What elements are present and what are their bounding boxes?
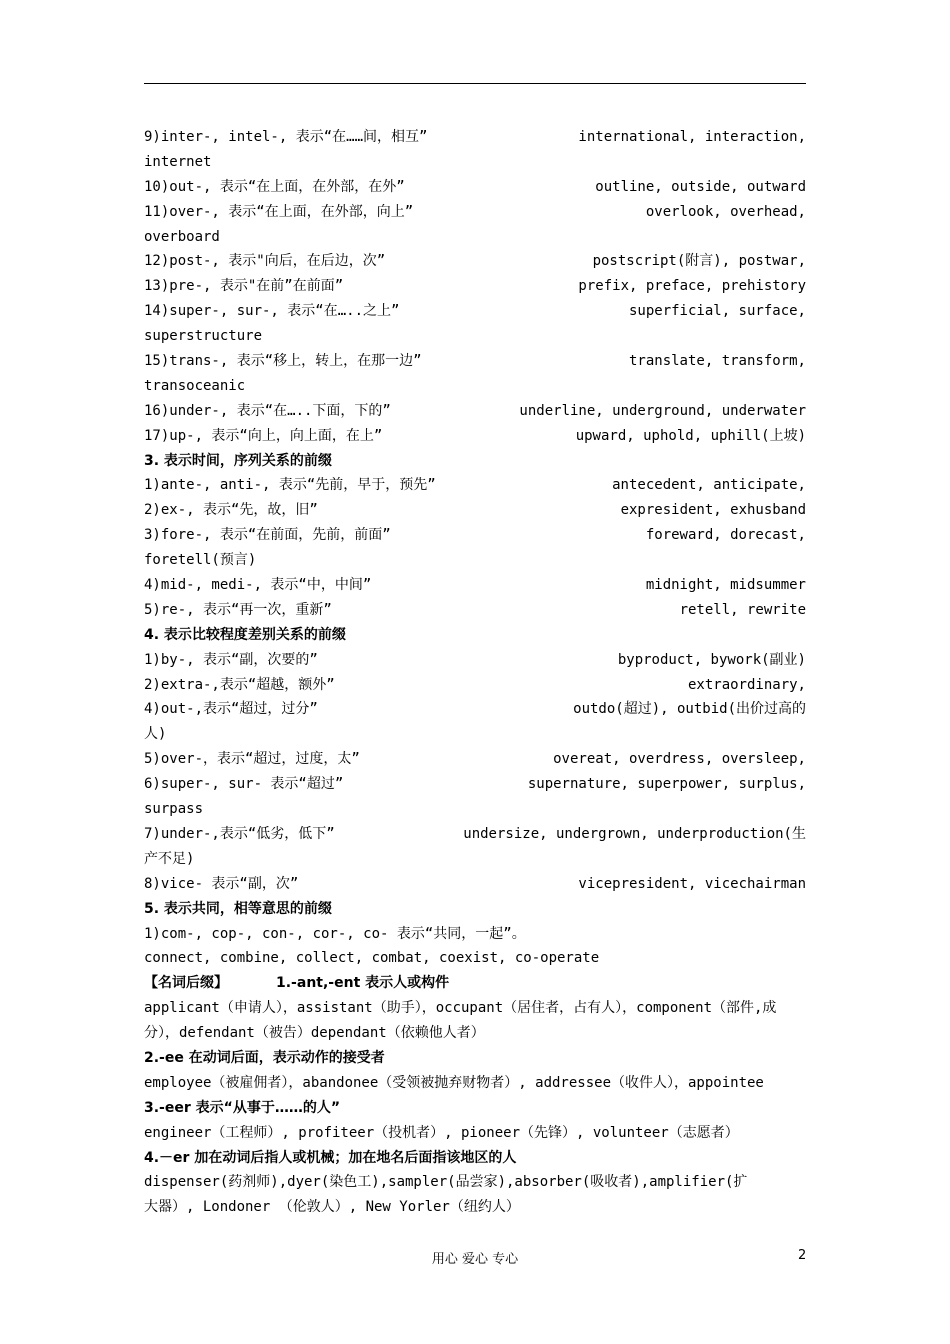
text-line: internet xyxy=(144,153,212,170)
prefix-examples: vicepresident, vicechairman xyxy=(578,875,806,892)
prefix-entry xyxy=(144,747,806,772)
prefix-entry xyxy=(144,200,806,225)
prefix-examples: foreward, dorecast, xyxy=(645,527,806,544)
page-footer xyxy=(0,1248,950,1268)
section-heading: 4. 表示比较程度差别关系的前缀 xyxy=(144,626,346,643)
prefix-entry xyxy=(144,573,806,598)
prefix-entry xyxy=(144,473,806,498)
text-line: surpass xyxy=(144,801,204,818)
prefix-entry xyxy=(144,249,806,274)
prefix-entry xyxy=(144,772,806,797)
prefix-entry xyxy=(144,299,806,324)
prefix-definition: 1)by-, 表示“副，次要的” xyxy=(144,651,318,668)
prefix-examples: byproduct, bywork(副业) xyxy=(617,651,806,668)
prefix-examples: superficial, surface, xyxy=(628,303,806,320)
prefix-entry xyxy=(144,125,806,150)
prefix-entry xyxy=(144,274,806,299)
page-content xyxy=(144,125,806,1220)
prefix-definition: 2)ex-, 表示“先，故，旧” xyxy=(144,502,318,519)
text-line: dispenser(药剂师),dyer(染色工),sampler(品尝家),absorber(吸收者),amplifier(扩 xyxy=(144,1174,748,1191)
footer-motto: 用心 爱心 专心 xyxy=(431,1252,519,1267)
text-line: 分），defendant（被告）dependant（依赖他人者） xyxy=(144,1025,485,1042)
prefix-entry xyxy=(144,872,806,897)
text-line: engineer（工程师）, profiteer（投机者）, pioneer（先锋）, volunteer（志愿者） xyxy=(144,1124,739,1141)
prefix-examples: outdo(超过), outbid(出价过高的 xyxy=(573,701,806,718)
prefix-entry xyxy=(144,498,806,523)
prefix-examples: translate, transform, xyxy=(628,353,806,370)
prefix-examples: expresident, exhusband xyxy=(620,502,806,519)
prefix-definition: 12)post-, 表示"向后，在后边，次” xyxy=(144,253,386,270)
header-rule xyxy=(144,83,806,84)
prefix-entry xyxy=(144,349,806,374)
text-line: transoceanic xyxy=(144,377,246,394)
section-heading: 4.－er 加在动词后指人或机械；加在地名后面指该地区的人 xyxy=(144,1149,517,1166)
text-line: superstructure xyxy=(144,328,263,345)
prefix-definition: 5)re-, 表示“再一次，重新” xyxy=(144,601,332,618)
page-number: 2 xyxy=(798,1248,807,1263)
prefix-entry xyxy=(144,399,806,424)
prefix-entry xyxy=(144,648,806,673)
prefix-definition: 10)out-, 表示“在上面，在外部，在外” xyxy=(144,178,405,195)
prefix-examples: overeat, overdress, oversleep, xyxy=(553,751,806,768)
prefix-definition: 6)super-, sur- 表示“超过” xyxy=(144,776,344,793)
prefix-definition: 1)ante-, anti-, 表示“先前，早于，预先” xyxy=(144,477,436,494)
prefix-definition: 8)vice- 表示“副，次” xyxy=(144,875,299,892)
prefix-entry xyxy=(144,424,806,449)
prefix-definition: 16)under-, 表示“在…..下面，下的” xyxy=(144,402,391,419)
section-heading: 2.-ee 在动词后面，表示动作的接受者 xyxy=(144,1049,385,1066)
prefix-examples: retell, rewrite xyxy=(679,601,806,618)
prefix-examples: upward, uphold, uphill(上坡) xyxy=(575,427,806,444)
text-line: 大器）, Londoner （伦敦人）, New Yorler（纽约人） xyxy=(144,1199,520,1216)
suffix-heading xyxy=(144,971,806,996)
text-line: foretell(预言) xyxy=(144,552,257,569)
prefix-entry xyxy=(144,523,806,548)
prefix-examples: supernature, superpower, surplus, xyxy=(527,776,806,793)
suffix-section-title: 【名词后缀】 xyxy=(144,975,228,992)
prefix-entry xyxy=(144,822,806,847)
section-heading: 3. 表示时间，序列关系的前缀 xyxy=(144,452,332,469)
prefix-definition: 7)under-,表示“低劣，低下” xyxy=(144,825,335,842)
prefix-definition: 9)inter-, intel-, 表示“在……间，相互” xyxy=(144,129,428,145)
prefix-examples: postscript(附言), postwar, xyxy=(592,253,806,270)
prefix-examples: extraordinary, xyxy=(687,676,806,693)
prefix-definition: 17)up-, 表示“向上，向上面，在上” xyxy=(144,427,383,444)
prefix-definition: 2)extra-,表示“超越，额外” xyxy=(144,676,335,693)
prefix-examples: outline, outside, outward xyxy=(595,178,806,195)
text-line: connect, combine, collect, combat, coexist, co-operate xyxy=(144,950,600,967)
text-line: overboard xyxy=(144,228,220,245)
prefix-definition: 13)pre-, 表示"在前”在前面” xyxy=(144,278,344,295)
prefix-examples: underline, underground, underwater xyxy=(519,402,806,419)
prefix-examples: midnight, midsummer xyxy=(645,577,806,594)
prefix-entry xyxy=(144,175,806,200)
text-line: 产不足) xyxy=(144,850,195,867)
prefix-definition: 15)trans-, 表示“移上，转上，在那一边” xyxy=(144,353,422,370)
section-heading: 3.-eer 表示“从事于……的人” xyxy=(144,1099,341,1116)
text-line: 1)com-, cop-, con-, cor-, co- 表示“共同，一起”。 xyxy=(144,925,526,942)
prefix-definition: 4)out-,表示“超过，过分” xyxy=(144,701,318,718)
prefix-examples: undersize, undergrown, underproduction(生 xyxy=(463,825,806,842)
text-line: employee（被雇佣者），abandonee（受领被抛弃财物者）, addressee（收件人），appointee xyxy=(144,1074,764,1091)
prefix-definition: 11)over-, 表示“在上面，在外部，向上” xyxy=(144,203,414,220)
prefix-examples: antecedent, anticipate, xyxy=(612,477,806,494)
prefix-entry xyxy=(144,697,806,722)
prefix-definition: 3)fore-, 表示“在前面，先前，前面” xyxy=(144,527,391,544)
prefix-entry xyxy=(144,673,806,698)
text-line: applicant（申请人），assistant（助手），occupant（居住者，占有人），component（部件,成 xyxy=(144,1000,777,1017)
prefix-examples: prefix, preface, prehistory xyxy=(578,278,806,295)
prefix-definition: 14)super-, sur-, 表示“在…..之上” xyxy=(144,303,400,320)
prefix-definition: 5)over-，表示“超过，过度，太” xyxy=(144,751,360,768)
prefix-entry xyxy=(144,598,806,623)
prefix-examples: overlook, overhead, xyxy=(645,203,806,220)
text-line: 人) xyxy=(144,726,167,743)
prefix-definition: 4)mid-, medi-, 表示“中，中间” xyxy=(144,577,372,594)
section-heading: 5. 表示共同，相等意思的前缀 xyxy=(144,900,332,917)
suffix-subheading: 1.-ant,-ent 表示人或构件 xyxy=(276,975,450,992)
prefix-examples: international, interaction, xyxy=(578,129,806,145)
